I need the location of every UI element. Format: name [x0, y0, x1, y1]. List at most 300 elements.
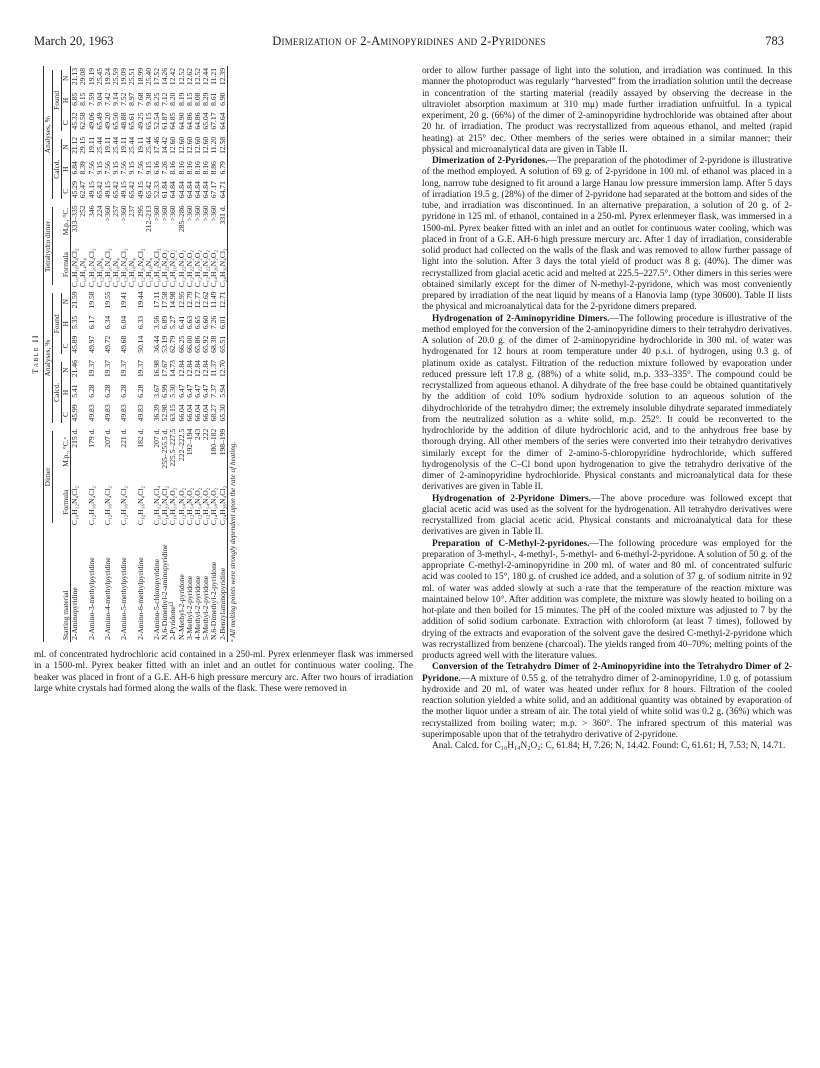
- table-cell: 6.47: [184, 384, 194, 398]
- heading-methylpyridones: Preparation of C-Methyl-2-pyridones.: [432, 538, 590, 549]
- table-cell: 12.60: [168, 136, 178, 154]
- table-cell: 207 d.: [102, 428, 112, 448]
- table-cell: 12.60: [192, 136, 202, 154]
- table-cell: C₁₂H₂₀N₄Cl₂: [119, 248, 129, 288]
- running-header: [34, 34, 784, 52]
- table-cell: 6.47: [192, 384, 202, 398]
- column-header: N: [62, 289, 70, 313]
- table-cell: 19.37: [86, 360, 96, 378]
- table-cell: 2-Benzylaminopyridine: [219, 527, 228, 642]
- table-cell: 19.11: [102, 136, 112, 154]
- table-cell: 19.09: [119, 68, 129, 86]
- table-cell: 207 d.: [152, 428, 161, 448]
- table-cell: 62.79: [168, 335, 178, 353]
- table-cell: 50.14: [135, 335, 145, 353]
- table-footnote: ᵃ All melting points were strongly dependent upon the rate of heating.: [228, 441, 237, 642]
- table-cell: 6.89: [160, 315, 170, 330]
- table-cell: 225.5–227.5: [168, 428, 178, 467]
- table-cell: C₁₂H₂₀N₄Cl₂: [135, 248, 145, 288]
- table-cell: 2-Amino-3-methylpyridine: [86, 557, 96, 640]
- table-cell: N,6-Dimethyl-2-pyridone: [209, 561, 219, 640]
- table-cell: 224: [94, 205, 104, 217]
- table-cell: 49.06: [86, 112, 96, 130]
- table-cell: 45.29: [70, 181, 80, 199]
- group-dimer: Dimer: [44, 427, 53, 527]
- table-cell: 66.04: [176, 404, 186, 422]
- issue-date: March 20, 1963: [34, 34, 114, 48]
- table-cell: 8.15: [78, 92, 88, 106]
- table-cell: 25.40: [143, 68, 153, 86]
- table-cell: 12.95: [176, 291, 186, 309]
- table-cell: 243: [192, 428, 202, 441]
- table-cell: 8.08: [192, 92, 202, 106]
- table-cell: 6.28: [102, 384, 112, 398]
- table-ii-rotated: [30, 66, 408, 642]
- table-cell: 8.20: [168, 92, 178, 106]
- analysis-line: Anal. Calcd. for C₁₀H₁₄N₂O₂: C, 61.84; H, 7.26; N, 14.42. Found: C, 61.61; H, 7.53; N, 14.71.: [432, 741, 786, 751]
- table-cell: 2-Amino-5-methylpyridine: [119, 557, 129, 640]
- table-cell: 6.63: [184, 315, 194, 330]
- table-cell: 5.30: [168, 384, 178, 398]
- table-cell: 2-Aminopyridine: [70, 587, 80, 640]
- table-cell: 53.19: [160, 335, 170, 353]
- table-cell: 25.59: [111, 68, 121, 86]
- right-column-text: [422, 66, 792, 1052]
- column-header: Formula: [62, 477, 70, 527]
- table-cell: 14.98: [168, 291, 178, 309]
- table-cell: 18.99: [135, 68, 145, 86]
- table-body: [71, 66, 228, 642]
- table-cell: 63.15: [168, 404, 178, 422]
- table-cell: 45.99: [70, 404, 80, 422]
- table-cell: 7.56: [102, 161, 112, 175]
- table-cell: 19.55: [102, 291, 112, 309]
- table-cell: 25.44: [111, 136, 121, 154]
- table-cell: >360: [152, 205, 161, 222]
- table-cell: 64.64: [219, 110, 228, 134]
- table-cell: 7.68: [135, 92, 145, 106]
- table-cell: C₁₂H₂₀N₄Cl₂: [102, 248, 112, 288]
- column-header: H: [62, 314, 70, 334]
- table-cell: 6.47: [201, 384, 211, 398]
- table-cell: 6.01: [219, 314, 228, 334]
- table-cell: 252: [78, 205, 88, 217]
- table-cell: 7.37: [209, 384, 219, 398]
- table-cell: 257: [111, 205, 121, 217]
- table-row: [219, 66, 228, 642]
- table-cell: C₁₄H₂₀N₄Cl₂: [160, 485, 170, 526]
- table-cell: 237: [127, 205, 137, 217]
- table-cell: 12.52: [176, 68, 186, 86]
- column-header: H: [62, 382, 70, 402]
- running-title: Dimerization of 2-Aminopyridines and 2-Pyridones: [272, 34, 546, 48]
- table-cell: 65.51: [219, 334, 228, 358]
- table-cell: 6.34: [102, 315, 112, 330]
- table-cell: 333–335: [70, 205, 80, 233]
- table-cell: 12.44: [201, 68, 211, 86]
- table-cell: C₁₂H₂₂N₂O₂: [201, 250, 211, 288]
- table-cell: 36.44: [152, 335, 161, 353]
- heading-conversion: Conversion of the Tetrahydro Dimer of 2-Aminopyridine into the Tetrahydro Dimer of 2-Pyridone.: [422, 662, 792, 684]
- table-cell: 12.42: [168, 68, 178, 86]
- table-cell: 65.50: [111, 112, 121, 130]
- table-cell: 64.84: [168, 181, 178, 199]
- section-methylpyridones: Preparation of C-Methyl-2-pyridones.—The following procedure was employed for the preparation of 3-methyl-, 4-methyl-, 5-methyl- and 6-methyl-2-pyridone. A solution of 50 g. of the appropriate C-methyl-2-aminopyridine in 200 ml. of water and 80 ml. of concentrated sulfuric acid was cooled to 15°, 180 g. of crushed ice added, and a solution of 37 g. of sodium nitrite in 92 ml. of water was added slowly at such a rate that the temperature of the reaction mixture was maintained below 10°. After addition was complete, the mixture was slowly heated to boiling on a hot-plate and then boiled for 15 minutes. The pH of the cooled mixture was adjusted to 7 by the addition of solid sodium carbonate. Extraction with chloroform (at least 7 times), followed by drying of the extracts and evaporation of the solvent gave the desired C-methyl-2-pyridone which was recrystallized from benzene (charcoal). The yields ranged from 40–70%; melting points of the products agreed well with the literature values.: [422, 538, 792, 661]
- table-cell: 180–182: [209, 428, 219, 456]
- table-cell: 7.42: [102, 92, 112, 106]
- table-cell: 6.28: [119, 384, 129, 398]
- section-hydrogenation-aminopyridine: Hydrogenation of 2-Aminopyridine Dimers.—The following procedure is illustrative of the method employed for the conversion of the 2-aminopyridine dimers to their tetrahydro derivatives. A solution of 20.0 g. of the dimer of 2-aminopyridine hydrochloride in 300 ml. of water was hydrogenated for 12 hours at room temperature under 40 p.s.i. of hydrogen, using 0.3 g. of platinum oxide as catalyst. Filtration of the reduction mixture followed by evaporation under reduced pressure left 17.8 g. (88%) of a white solid, m.p. 333–335°. The compound could be recrystallized from aqueous ethanol. A dihydrate of the free base could be obtained quantitatively by the addition of cold 10% sodium hydroxide solution to an aqueous solution of the dihydrochloride of the tetrahydro dimer; the extremely insoluble dihydrate separated immediately from the neutralized solution as a white solid, m.p. 252°. It could be reconverted to the hydrochloride by the addition of dilute hydrochloric acid, and to the anhydrous free base by thorough drying. All other members of the series were converted into their tetrahydro derivatives similarly except for the dimer of 2-amino-5-chloropyridine hydrochloride, which suffered hydrogenolysis of the C–Cl bond upon hydrogenation to give the tetrahydro derivative of the dimer of 2-aminopyridine hydrochloride. Physical constants and microanalytical data for these derivatives are given in Table II.: [422, 313, 792, 493]
- table-cell: C₁₄H₂₂N₄O₂: [160, 250, 170, 288]
- table-subgroup-header-row: [53, 66, 62, 642]
- table-cell: 49.15: [102, 181, 112, 199]
- table-cell: 65.61: [127, 112, 137, 130]
- table-cell: 21.12: [70, 136, 80, 154]
- table-cell: 65.42: [111, 181, 121, 199]
- table-cell: C₁₀H₁₂N₄Cl₂: [70, 485, 80, 526]
- table-cell: 19.37: [102, 360, 112, 378]
- table-cell: C₂₄H₃₀N₄Cl₂: [219, 240, 228, 290]
- table-cell: >360: [160, 205, 170, 222]
- table-cell: 8.97: [127, 92, 137, 106]
- table-cell: 9.04: [94, 92, 104, 106]
- table-cell: 12.79: [184, 291, 194, 309]
- table-cell: 8.16: [168, 161, 178, 175]
- table-cell: C₁₂H₁₆N₄Cl₂: [119, 485, 129, 526]
- table-cell: 285–286: [176, 205, 186, 233]
- table-cell: 19.11: [135, 136, 145, 154]
- table-cell: >360: [209, 205, 219, 222]
- table-cell: C₁₂H₂₂N₂O₂: [192, 250, 202, 288]
- column-header: H: [62, 159, 70, 179]
- subgroup-found-1: Found: [53, 289, 62, 358]
- table-cell: C₁₀H₁₆N₄Cl₂: [70, 248, 80, 288]
- table-cell: 12.71: [219, 289, 228, 313]
- table-cell: 64.84: [201, 181, 211, 199]
- table-cell: 2-Amino-5-chloropyridine: [152, 559, 161, 640]
- table-cell: 6.33: [135, 315, 145, 330]
- table-cell: 9.14: [111, 92, 121, 106]
- table-cell: 2-Amino-6-methylpyridine: [135, 557, 145, 640]
- table-cell: 2-Amino-4-methylpyridine: [102, 557, 112, 640]
- table-cell: 64.90: [176, 112, 186, 130]
- table-cell: 9.15: [127, 161, 137, 175]
- table-cell: 64.86: [184, 112, 194, 130]
- table-cell: 29.15: [78, 136, 88, 154]
- column-header: Starting material: [62, 527, 70, 642]
- table-cell: 12.62: [184, 68, 194, 86]
- table-cell: 19.11: [119, 136, 129, 154]
- table-cell: >360: [192, 205, 202, 222]
- table-cell: 49.68: [119, 335, 129, 353]
- table-cell: 25.51: [127, 68, 137, 86]
- table-cell: 11.37: [209, 360, 219, 377]
- table-cell: 7.26: [209, 315, 219, 330]
- table-cell: 8.15: [184, 92, 194, 106]
- table-cell: 7.26: [160, 161, 170, 175]
- table-cell: 62.47: [78, 181, 88, 199]
- table-cell: 19.37: [119, 360, 129, 378]
- table-cell: C₁₂H₁₄N₂O₂: [192, 487, 202, 526]
- table-cell: 5.41: [70, 384, 80, 398]
- table-group-header-row: [44, 66, 53, 642]
- table-cell: 222: [201, 428, 211, 441]
- table-cell: C₁₂H₁₈N₄: [143, 258, 153, 288]
- table-cell: 4-Methyl-2-pyridone: [192, 575, 202, 640]
- table-cell: 52.98: [160, 404, 170, 422]
- table-cell: 65.04: [201, 112, 211, 130]
- table-cell: 221 d.: [119, 428, 129, 448]
- table-cell: C₁₂H₁₄N₂O₂: [201, 487, 211, 526]
- table-cell: 25.44: [127, 136, 137, 154]
- table-cell: 5.94: [219, 382, 228, 402]
- table-cell: >360: [201, 205, 211, 222]
- table-cell: 36.39: [152, 404, 161, 422]
- table-cell: 12.84: [201, 360, 211, 378]
- group-analyses-dimer: Analyses, %: [44, 289, 53, 426]
- table-cell: N,6-Dimethyl-2-aminopyridine: [160, 544, 170, 640]
- section-hydrogenation-pyridone: Hydrogenation of 2-Pyridone Dimers.—The above procedure was followed except that glacial acetic acid was used as the solvent for the hydrogenation. All tetrahydro derivatives were recrystallized from glacial acetic acid. Physical constants and microanalytical data for these derivatives are given in Table II.: [422, 493, 792, 538]
- table-cell: 7.56: [86, 161, 96, 175]
- table-cell: 3.56: [152, 315, 161, 330]
- table-cell: C₁₂H₁₆N₄Cl₂: [135, 485, 145, 526]
- table-cell: C₁₂H₁₄N₂O₂: [184, 487, 194, 526]
- table-cell: C₁₂H₁₈N₄: [94, 258, 104, 288]
- table-cell: 6.84: [70, 161, 80, 175]
- group-analyses-tetra: Analyses, %: [44, 66, 53, 203]
- subgroup-calcd-1: Calcd.: [53, 358, 62, 427]
- table-cell: C₂₄H₂₆N₄Cl₂: [219, 477, 228, 527]
- table-cell: 64.86: [192, 112, 202, 130]
- table-cell: 16.98: [152, 360, 161, 378]
- table-cell: 6.47: [176, 384, 186, 398]
- table-cell: 6.85: [70, 92, 80, 106]
- table-ii-region: [30, 66, 408, 642]
- table-cell: 6.65: [192, 315, 202, 330]
- table-cell: C₁₂H₂₀N₄Cl₂: [86, 248, 96, 288]
- table-cell: 65.42: [127, 181, 137, 199]
- section-pyridone-dimerization: Dimerization of 2-Pyridones.—The preparation of the photodimer of 2-pyridone is illustrative of the method employed. A solution of 69 g. of 2-pyridone in 100 ml. of ethanol was placed in a long, narrow tube designed to fit around a large Hanau low pressure immersion lamp. After 5 days of irradiation 19.5 g. (28%) of the dimer of 2-pyridone had separated at the bottom and sides of the tube, and irradiation was discontinued. In an alternative preparation, a solution of 20 g. of 2-pyridone in 125 ml. of ethanol, contained in a 250-ml. Pyrex erlenmeyer flask, was immersed in a 1500-ml. Pyrex beaker fitted with an inlet and an outlet for continuous water cooling, which was placed in front of a G.E. AH-6 high pressure mercury arc. After 1 day of irradiation, considerable solid product had collected on the walls of the flask and was removed to allow further passage of light into the solution. After 3 days the total yield of product was 8 g. (40%). The dimer was recrystallized from glacial acetic acid and melted at 225.5–227.5°. Other dimers in this series were obtained similarly except for the dimer of N-methyl-2-pyridone, which was most conveniently prepared by irradiation of the neat liquid by means of a Hanovia lamp (type 30600). Table II lists the physical and microanalytical data for the 2-pyridone dimers prepared.: [422, 156, 792, 313]
- table-cell: 12.84: [192, 360, 202, 378]
- group-tetrahydro: Tetrahydro dimer: [44, 203, 53, 289]
- table-cell: C₁₀H₁₀N₂O₂: [168, 487, 178, 526]
- table-cell: 17.58: [160, 291, 170, 309]
- table-cell: 11.49: [209, 291, 219, 309]
- table-cell: 64.84: [176, 181, 186, 199]
- table-cell: 2-Pyridone¹²: [168, 601, 178, 640]
- table-cell: 12.60: [176, 136, 186, 154]
- table-cell: 19.11: [86, 136, 96, 154]
- table-cell: 49.83: [102, 404, 112, 422]
- heading-hydrogenation-aminopyridine: Hydrogenation of 2-Aminopyridine Dimers.: [432, 313, 610, 324]
- left-paragraph: ml. of concentrated hydrochloric acid contained in a 250-ml. Pyrex erlenmeyer flask was immersed in a 1500-ml. Pyrex beaker fitted with an inlet and an outlet for continuous water cooling. The beaker was placed in front of a G.E. AH-6 high pressure mercury arc. After two hours of irradiation large white crystals had formed along the walls of the flask. These were removed in: [34, 650, 413, 694]
- table-cell: 8.25: [152, 92, 161, 106]
- table-cell: 6.28: [86, 384, 96, 398]
- table-cell: 64.84: [192, 181, 202, 199]
- table-cell: 29.08: [78, 68, 88, 86]
- table-cell: 48.88: [119, 112, 129, 130]
- table-cell: 6.16: [152, 161, 161, 175]
- table-cell: 6.04: [119, 315, 129, 330]
- table-cell: 49.72: [102, 335, 112, 353]
- table-cell: C₁₄H₁₆N₂O₂: [168, 250, 178, 288]
- column-header: M.p., °C.ᵃ: [62, 427, 70, 478]
- table-cell: 6.41: [176, 315, 186, 330]
- table-cell: 8.16: [176, 161, 186, 175]
- table-cell: 215 d.: [70, 428, 80, 448]
- table-cell: C₁₂H₁₄N₂O₂: [176, 487, 186, 526]
- table-cell: 12.52: [192, 68, 202, 86]
- table-cell: 49.97: [86, 335, 96, 353]
- table-cell: 7.59: [86, 92, 96, 106]
- column-header: N: [62, 135, 70, 159]
- table-cell: 8.61: [209, 92, 219, 106]
- table-cell: 25.45: [94, 68, 104, 86]
- table-cell: 49.15: [119, 181, 129, 199]
- table-cell: C₁₂H₁₈N₄: [111, 258, 121, 288]
- table-cell: C₁₀H₁₂N₄Cl₄: [152, 485, 161, 526]
- table-cell: 52.33: [152, 181, 161, 199]
- table-cell: 49.83: [119, 404, 129, 422]
- table-cell: 17.67: [160, 360, 170, 378]
- table-cell: 14.42: [160, 136, 170, 154]
- table-cell: 346: [86, 205, 96, 217]
- heading-hydrogenation-pyridone: Hydrogenation of 2-Pyridone Dimers.: [432, 493, 592, 504]
- table-caption: Table II: [30, 334, 40, 374]
- table-cell: 65.42: [143, 181, 153, 199]
- table-cell: 19.24: [102, 68, 112, 86]
- table-cell: >360: [119, 205, 129, 222]
- table-cell: 64.84: [184, 181, 194, 199]
- table-cell: 11.20: [209, 136, 219, 154]
- table-cell: 12.84: [184, 360, 194, 378]
- table-cell: 61.84: [160, 181, 170, 199]
- table-cell: 222–222.5: [176, 428, 186, 461]
- table-cell: 9.15: [111, 161, 121, 175]
- table-cell: 17.52: [152, 68, 161, 86]
- table-cell: 65.15: [143, 112, 153, 130]
- table-cell: 7.56: [135, 161, 145, 175]
- table-cell: 67.17: [209, 181, 219, 199]
- table-cell: >360: [102, 205, 112, 222]
- table-cell: C₁₀H₁₄N₄: [78, 258, 88, 288]
- column-header: Formula: [62, 240, 70, 290]
- table-cell: 14.26: [160, 68, 170, 86]
- table-cell: 6.79: [219, 159, 228, 179]
- table-cell: 21.46: [70, 360, 80, 378]
- table-cell: 66.25: [176, 335, 186, 353]
- table-cell: 7.56: [119, 161, 129, 175]
- table-cell: 66.04: [192, 404, 202, 422]
- table-cell: 8.16: [192, 161, 202, 175]
- table-cell: C₁₂H₂₂N₂O₂: [184, 250, 194, 288]
- section-conversion: Conversion of the Tetrahydro Dimer of 2-Aminopyridine into the Tetrahydro Dimer of 2-Pyridone.—A mixture of 0.55 g. of the tetrahydro dimer of 2-aminopyridine, 1.0 g. of potassium hydroxide and 20 ml. of water was heated under reflux for 8 hours. Filtration of the cooled reaction solution yielded a white solid, and an additional quantity was obtained by evaporation of the mother liquor under a stream of air. The total yield of white solid was 0.2 g. (36%) which was recrystallized from boiling water; m.p. > 360°. The infrared spectrum of this material was superimposable upon that of the tetrahydro derivative of 2-pyridone.: [422, 662, 792, 740]
- subgroup-found-2: Found: [53, 66, 62, 135]
- table-cell: 8.19: [176, 92, 186, 106]
- table-cell: 6.17: [86, 315, 96, 330]
- table-cell: 45.32: [70, 112, 80, 130]
- table-cell: 49.83: [135, 404, 145, 422]
- table-cell: 17.46: [152, 136, 161, 154]
- column-header: N: [62, 66, 70, 91]
- table-cell: 19.58: [86, 291, 96, 309]
- table-cell: C₁₂H₁₆N₄Cl₂: [86, 485, 96, 526]
- table-cell: C₁₄H₁₈N₂O₂: [209, 487, 219, 526]
- table-ii: [43, 66, 228, 642]
- table-cell: 49.15: [135, 181, 145, 199]
- table-cell: 25.44: [94, 136, 104, 154]
- table-cell: C₁₄H₂₆N₂O₂: [209, 250, 219, 288]
- table-cell: 25.44: [143, 136, 153, 154]
- heading-pyridone-dimerization: Dimerization of 2-Pyridones.: [432, 156, 548, 166]
- table-cell: 64.85: [168, 112, 178, 130]
- table-cell: 21.13: [70, 68, 80, 86]
- table-cell: 3-Methyl-2-pyridone: [184, 575, 194, 640]
- table-cell: 49.20: [102, 112, 112, 130]
- table-cell: 14.73: [168, 360, 178, 378]
- table-cell: 9.15: [143, 161, 153, 175]
- table-cell: 6.90: [219, 91, 228, 111]
- table-cell: 19.19: [86, 68, 96, 86]
- table-cell: 8.86: [209, 161, 219, 175]
- page-number: 783: [765, 34, 784, 48]
- table-cell: 12.60: [184, 136, 194, 154]
- table-cell: 67.17: [209, 112, 219, 130]
- table-cell: 52.54: [152, 112, 161, 130]
- left-column-text: [34, 650, 413, 1050]
- table-cell: 49.83: [86, 404, 96, 422]
- table-cell: 12.60: [201, 136, 211, 154]
- table-cell: 12.84: [176, 360, 186, 378]
- table-cell: >360: [184, 205, 194, 222]
- table-cell: 19.44: [135, 291, 145, 309]
- column-header: C: [62, 402, 70, 426]
- table-cell: 8.39: [78, 161, 88, 175]
- table-cell: 8.29: [201, 92, 211, 106]
- table-cell: 5.35: [70, 315, 80, 330]
- table-cell: 19.37: [135, 360, 145, 378]
- table-cell: 49.15: [86, 181, 96, 199]
- table-cell: 66.04: [201, 404, 211, 422]
- table-cell: 12.62: [201, 291, 211, 309]
- table-cell: 8.16: [201, 161, 211, 175]
- table-cell: 21.59: [70, 291, 80, 309]
- paragraph-irradiation: order to allow further passage of light into the solution, and irradiation was continued. In this manner the photoproduct was regularly “harvested” from the irradiation solution until the decrease in concentration of the starting material (readily assayed by observing the decrease in the ultraviolet absorption maximum at 310 mμ) made further irradiation unfruitful. In a typical experiment, 20 g. (66%) of the dimer of 2-aminopyridine hydrochloride was obtained after about 20 hr. of irradiation. The product was recrystallized from aqueous ethanol, and melted (rapid heating) at 215° dec. Other members of the series were obtained in a similar manner; their physical and microanalytical data are given in Table II.: [422, 66, 792, 155]
- table-cell: 45.89: [70, 335, 80, 353]
- table-cell: 212–213: [143, 205, 153, 233]
- table-cell: 66.00: [184, 335, 194, 353]
- table-cell: 179 d.: [86, 428, 96, 448]
- table-cell: 65.92: [201, 335, 211, 353]
- table-cell: 66.04: [184, 404, 194, 422]
- table-cell: 5.27: [168, 315, 178, 330]
- column-header: C: [62, 110, 70, 134]
- table-cell: 68.38: [209, 335, 219, 353]
- table-cell: 65.86: [192, 335, 202, 353]
- column-header: H: [62, 91, 70, 111]
- table-cell: 6.60: [201, 315, 211, 330]
- table-cell: 295: [135, 205, 145, 217]
- table-cell: >360: [168, 205, 178, 222]
- table-cell: 64.71: [219, 179, 228, 203]
- column-header: N: [62, 358, 70, 382]
- column-header: M.p., °C.: [62, 203, 70, 239]
- table-cell: 65.49: [94, 112, 104, 130]
- table-cell: 11.21: [209, 68, 219, 85]
- table-cell: 12.39: [219, 66, 228, 91]
- table-cell: C₁₂H₁₆N₄Cl₂: [102, 485, 112, 526]
- table-cell: 255–255.5 d.: [160, 428, 170, 469]
